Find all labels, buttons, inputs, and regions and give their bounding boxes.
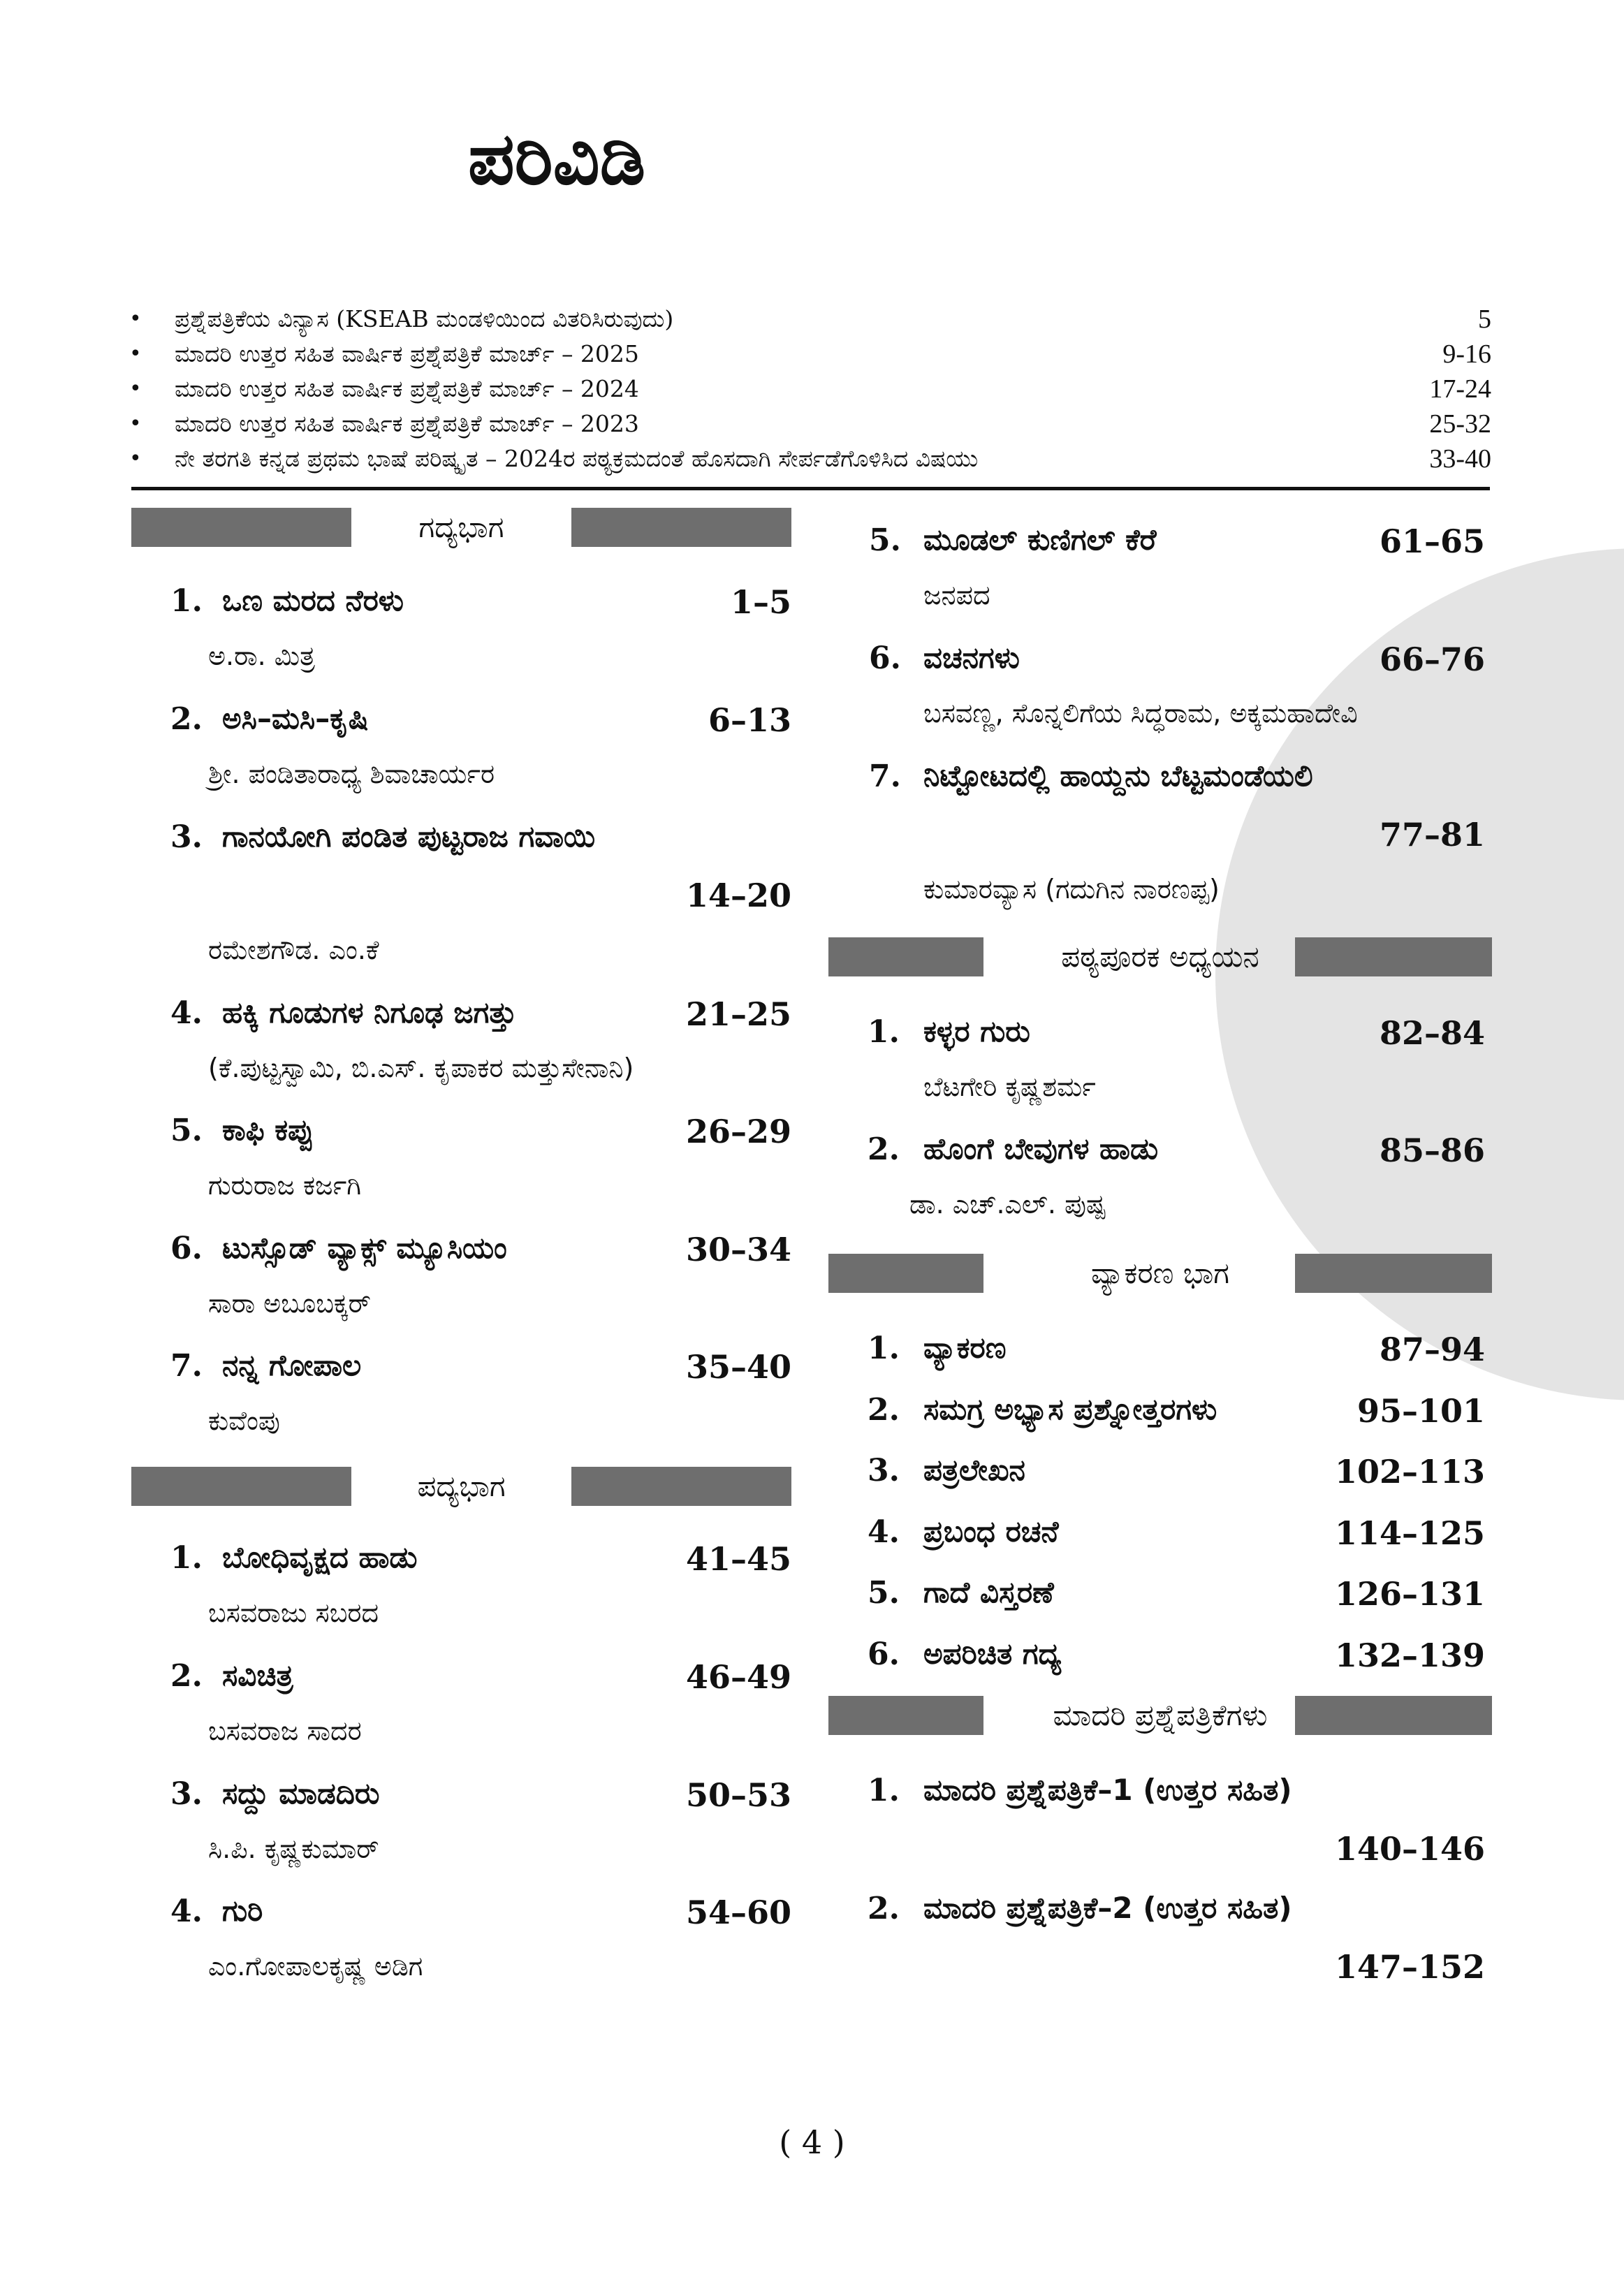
entry-number: 3. <box>868 1453 900 1488</box>
entry-pages: 35–40 <box>685 1348 791 1386</box>
entry-pages: 66–76 <box>1379 640 1485 678</box>
entry-author: ಡಾ. ಎಚ್.ಎಲ್. ಪುಷ್ಪ <box>909 1189 1106 1220</box>
entry-number: 5. <box>170 1113 203 1148</box>
entry-pages: 1–5 <box>730 583 791 621</box>
page-number: ( 4 ) <box>779 2123 845 2161</box>
intro-item <box>129 407 1491 441</box>
entry-author: ಗುರುರಾಜ ಕರ್ಜಗಿ <box>208 1170 362 1201</box>
intro-text: ನೇ ತರಗತಿ ಕನ್ನಡ ಪ್ರಥಮ ಭಾಷೆ ಪರಿಷ್ಕೃತ – 2024ರ ಪಠ್ಯಕ್ರಮದಂತೆ ಹೊಸದಾಗಿ ಸೇರ್ಪಡೆಗೊಳಿಸಿದ ವಿಷಯು <box>175 445 979 472</box>
section-title: ಮಾದರಿ ಪ್ರಶ್ನೆಪತ್ರಿಕೆಗಳು <box>1053 1698 1268 1732</box>
entry-author: ಕುವೆಂಪು <box>208 1405 280 1436</box>
section-header-poorak <box>828 937 1492 976</box>
entry-pages: 87–94 <box>1379 1331 1485 1368</box>
entry-number: 5. <box>869 522 901 558</box>
entry-title: ಗುರಿ <box>222 1894 263 1928</box>
entry-title: ಮೂಡಲ್ ಕುಣಿಗಲ್ ಕೆರೆ <box>923 522 1157 557</box>
entry-pages: 30–34 <box>685 1231 791 1268</box>
entry-author: ಕುಮಾರವ್ಯಾಸ (ಗದುಗಿನ ನಾರಣಪ್ಪ) <box>923 874 1220 905</box>
entry-title: ಹೊಂಗೆ ಬೇವುಗಳ ಹಾಡು <box>923 1132 1159 1166</box>
entry-title: ಮಾದರಿ ಪ್ರಶ್ನೆಪತ್ರಿಕೆ–2 (ಉತ್ತರ ಸಹಿತ) <box>923 1891 1292 1925</box>
intro-page: 9-16 <box>1442 339 1491 369</box>
entry-pages: 102–113 <box>1334 1453 1485 1491</box>
entry-number: 2. <box>170 1658 203 1694</box>
section-header-padya <box>131 1467 791 1506</box>
intro-item <box>129 372 1491 407</box>
divider-rule <box>131 487 1490 490</box>
entry-title: ಟುಸ್ಸೊಡ್ ವ್ಯಾಕ್ಸ್ ಮ್ಯೂಸಿಯಂ <box>222 1231 507 1265</box>
entry-title: ಅಸಿ–ಮಸಿ–ಕೃಷಿ <box>222 701 369 735</box>
bullet-icon: • <box>129 446 142 471</box>
entry-author: (ಕೆ.ಪುಟ್ಟಸ್ವಾಮಿ, ಬಿ.ಎಸ್. ಕೃಪಾಕರ ಮತ್ತುಸೇನಾನಿ) <box>208 1053 634 1083</box>
section-bar <box>1295 1254 1492 1293</box>
intro-text: ಪ್ರಶ್ನೆಪತ್ರಿಕೆಯ ವಿನ್ಯಾಸ (KSEAB ಮಂಡಳಿಯಿಂದ ವಿತರಿಸಿರುವುದು) <box>175 305 674 332</box>
entry-pages: 46–49 <box>685 1658 791 1696</box>
entry-author: ಎಂ.ಗೋಪಾಲಕೃಷ್ಣ ಅಡಿಗ <box>208 1951 423 1982</box>
entry-author: ಬಸವರಾಜ ಸಾದರ <box>208 1715 362 1746</box>
entry-number: 1. <box>868 1773 900 1808</box>
entry-title: ವಚನಗಳು <box>923 640 1020 675</box>
entry-number: 1. <box>170 1540 203 1576</box>
intro-text: ಮಾದರಿ ಉತ್ತರ ಸಹಿತ ವಾರ್ಷಿಕ ಪ್ರಶ್ನೆಪತ್ರಿಕೆ ಮಾರ್ಚ್ – 2024 <box>175 375 639 402</box>
intro-page: 25-32 <box>1429 409 1491 439</box>
bullet-icon: • <box>129 376 142 401</box>
entry-pages: 41–45 <box>685 1540 791 1578</box>
entry-title: ವ್ಯಾಕರಣ <box>923 1331 1007 1365</box>
entry-pages: 54–60 <box>685 1894 791 1931</box>
entry-title: ಒಣ ಮರದ ನೆರಳು <box>222 583 404 617</box>
section-title: ವ್ಯಾಕರಣ ಭಾಗ <box>1090 1256 1230 1290</box>
entry-pages: 14–20 <box>685 877 791 914</box>
entry-author: ಬಸವರಾಜು ಸಬರದ <box>208 1597 379 1628</box>
entry-number: 6. <box>170 1231 203 1266</box>
bullet-icon: • <box>129 411 142 436</box>
entry-title: ನನ್ನ ಗೋಪಾಲ <box>222 1348 362 1382</box>
entry-title: ಕಾಫಿ ಕಪ್ಪು <box>222 1113 314 1147</box>
intro-list <box>129 302 1491 476</box>
intro-page: 17-24 <box>1429 374 1491 404</box>
entry-title: ಗಾದೆ ವಿಸ್ತರಣೆ <box>923 1575 1054 1609</box>
section-title: ಪಠ್ಯಪೂರಕ ಅಧ್ಯಯನ <box>1061 939 1259 974</box>
entry-author: ಬೆಟಗೇರಿ ಕೃಷ್ಣಶರ್ಮ <box>923 1071 1096 1102</box>
intro-text: ಮಾದರಿ ಉತ್ತರ ಸಹಿತ ವಾರ್ಷಿಕ ಪ್ರಶ್ನೆಪತ್ರಿಕೆ ಮಾರ್ಚ್ – 2025 <box>175 340 639 367</box>
entry-number: 3. <box>170 819 203 855</box>
intro-page: 33-40 <box>1429 444 1491 474</box>
entry-title: ಸವಿಚಿತ್ರ <box>222 1658 293 1692</box>
entry-author: ಬಸವಣ್ಣ, ಸೊನ್ನಲಿಗೆಯ ಸಿದ್ಧರಾಮ, ಅಕ್ಕಮಹಾದೇವಿ <box>923 698 1358 729</box>
section-title: ಗದ್ಯಭಾಗ <box>418 510 504 544</box>
entry-number: 1. <box>170 583 203 619</box>
intro-page: 5 <box>1478 305 1491 334</box>
entry-author: ಸಿ.ಪಿ. ಕೃಷ್ಣಕುಮಾರ್ <box>208 1833 379 1864</box>
entry-title: ಬೋಧಿವೃಕ್ಷದ ಹಾಡು <box>222 1540 418 1574</box>
section-bar <box>1295 937 1492 976</box>
entry-title: ಸದ್ದು ಮಾಡದಿರು <box>222 1776 380 1810</box>
entry-pages: 85–86 <box>1379 1132 1485 1169</box>
entry-pages: 26–29 <box>685 1113 791 1150</box>
entry-title: ಪತ್ರಲೇಖನ <box>923 1453 1025 1487</box>
entry-author: ಜನಪದ <box>923 580 990 610</box>
entry-pages: 147–152 <box>1334 1948 1485 1986</box>
entry-pages: 77–81 <box>1379 816 1485 854</box>
entry-pages: 95–101 <box>1356 1392 1485 1430</box>
entry-author: ಶ್ರೀ. ಪಂಡಿತಾರಾಧ್ಯ ಶಿವಾಚಾರ್ಯರ <box>208 759 495 789</box>
entry-pages: 61–65 <box>1379 522 1485 560</box>
entry-pages: 6–13 <box>708 701 791 739</box>
intro-text: ಮಾದರಿ ಉತ್ತರ ಸಹಿತ ವಾರ್ಷಿಕ ಪ್ರಶ್ನೆಪತ್ರಿಕೆ ಮಾರ್ಚ್ – 2023 <box>175 410 639 437</box>
intro-item <box>129 337 1491 372</box>
entry-number: 2. <box>868 1132 900 1167</box>
section-header-gadya <box>131 508 791 547</box>
entry-number: 7. <box>869 759 901 794</box>
section-bar <box>1295 1696 1492 1735</box>
entry-pages: 21–25 <box>685 995 791 1033</box>
entry-title: ಹಕ್ಕಿ ಗೂಡುಗಳ ನಿಗೂಢ ಜಗತ್ತು <box>222 995 517 1030</box>
entry-title: ಪ್ರಬಂಧ ರಚನೆ <box>923 1514 1059 1549</box>
entry-title: ಮಾದರಿ ಪ್ರಶ್ನೆಪತ್ರಿಕೆ–1 (ಉತ್ತರ ಸಹಿತ) <box>923 1773 1292 1807</box>
entry-pages: 132–139 <box>1334 1637 1485 1674</box>
section-title: ಪದ್ಯಭಾಗ <box>417 1469 506 1503</box>
entry-number: 6. <box>868 1637 900 1672</box>
entry-pages: 82–84 <box>1379 1014 1485 1052</box>
intro-item <box>129 302 1491 337</box>
entry-pages: 50–53 <box>685 1776 791 1814</box>
entry-number: 1. <box>868 1331 900 1366</box>
entry-number: 7. <box>170 1348 203 1384</box>
entry-number: 2. <box>868 1891 900 1926</box>
entry-title: ನಿಟ್ಟೋಟದಲ್ಲಿ ಹಾಯ್ದನು ಬೆಟ್ಟಮಂಡೆಯಲಿ <box>923 759 1313 793</box>
entry-number: 6. <box>869 640 901 676</box>
entry-number: 4. <box>170 1894 203 1929</box>
page-title: ಪರಿವಿಡಿ <box>468 116 646 201</box>
entry-number: 3. <box>170 1776 203 1812</box>
entry-title: ಸಮಗ್ರ ಅಭ್ಯಾಸ ಪ್ರಶ್ನೋತ್ತರಗಳು <box>923 1392 1217 1426</box>
section-bar <box>571 508 791 547</box>
entry-number: 4. <box>868 1514 900 1550</box>
section-header-madari <box>828 1696 1492 1735</box>
entry-author: ಅ.ರಾ. ಮಿತ್ರ <box>208 640 315 671</box>
intro-item <box>129 441 1491 476</box>
entry-title: ಕಳ್ಳರ ಗುರು <box>923 1014 1030 1048</box>
entry-pages: 140–146 <box>1334 1830 1485 1868</box>
entry-pages: 114–125 <box>1334 1514 1485 1552</box>
bullet-icon: • <box>129 342 142 366</box>
entry-author: ರಮೇಶಗೌಡ. ಎಂ.ಕೆ <box>208 935 379 965</box>
section-bar <box>571 1467 791 1506</box>
entry-number: 1. <box>868 1014 900 1050</box>
entry-pages: 126–131 <box>1334 1575 1485 1613</box>
entry-title: ಗಾನಯೋಗಿ ಪಂಡಿತ ಪುಟ್ಟರಾಜ ಗವಾಯಿ <box>222 819 596 854</box>
bullet-icon: • <box>129 307 142 331</box>
entry-title: ಅಪರಿಚಿತ ಗದ್ಯ <box>923 1637 1062 1671</box>
entry-number: 5. <box>868 1575 900 1611</box>
entry-author: ಸಾರಾ ಅಬೂಬಕ್ಕರ್ <box>208 1288 372 1319</box>
entry-number: 2. <box>868 1392 900 1428</box>
section-header-vyakarana <box>828 1254 1492 1293</box>
entry-number: 4. <box>170 995 203 1031</box>
entry-number: 2. <box>170 701 203 737</box>
